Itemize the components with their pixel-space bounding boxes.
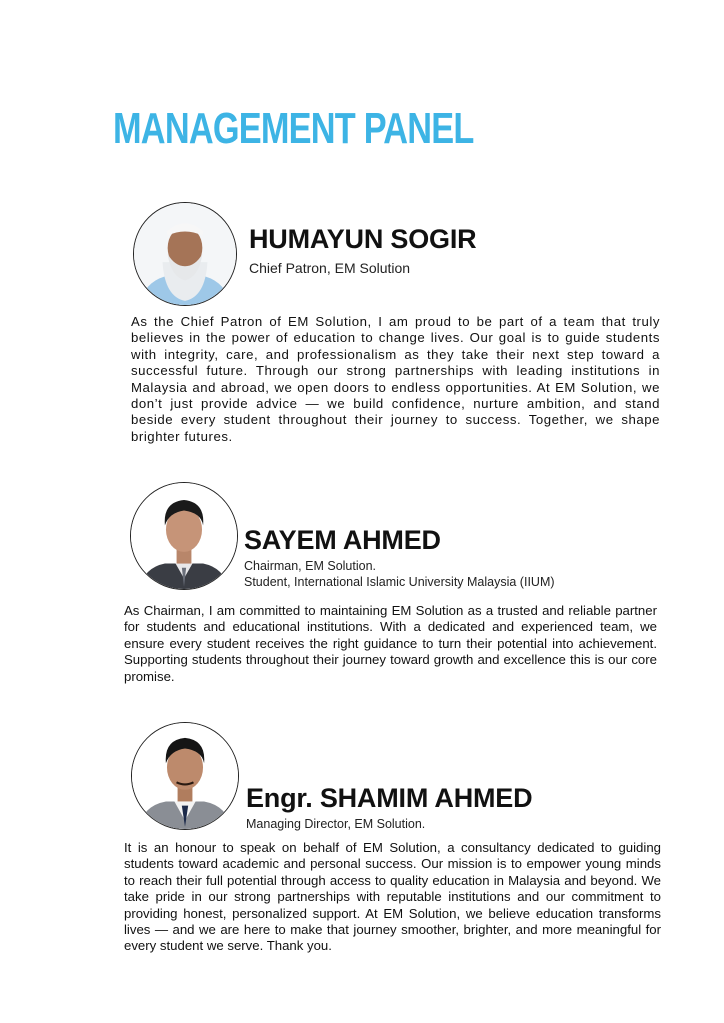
member-name: SAYEM AHMED bbox=[244, 525, 441, 555]
portrait-photo bbox=[132, 723, 238, 829]
member-affiliation: Student, International Islamic University Malaysia (IIUM) bbox=[244, 575, 555, 589]
member-name: HUMAYUN SOGIR bbox=[249, 224, 477, 254]
member-name: Engr. SHAMIM AHMED bbox=[246, 783, 533, 813]
member-role: Chairman, EM Solution. bbox=[244, 559, 377, 573]
portrait-photo bbox=[134, 203, 236, 305]
member-bio: As the Chief Patron of EM Solution, I am proud to be part of a team that truly believes in the power of education to change lives. Our goal is to guide students with integrity, care, and professionalism as they take their next step toward a successful future. Through our strong partnerships with leading institutions in Malaysia and abroad, we open doors to endless opportunities. At EM Solution, we don’t just provide advice — we build confidence, nurture ambition, and stand beside every student throughout their journey to success. Together, we shape brighter futures. bbox=[131, 314, 660, 444]
member-role: Managing Director, EM Solution. bbox=[246, 817, 426, 831]
portrait-photo bbox=[131, 483, 237, 589]
page-title: MANAGEMENT PANEL bbox=[113, 104, 474, 153]
member-bio: As Chairman, I am committed to maintaining EM Solution as a trusted and reliable partner for students and educational institutions. With a dedicated and experienced team, we ensure every student receives the right guidance to turn their potential into achievement. Supporting students throughout their journey toward growth and excellence this is our core promise. bbox=[124, 603, 657, 684]
member-bio: It is an honour to speak on behalf of EM Solution, a consultancy dedicated to guiding students toward academic and personal success. Our mission is to empower young minds to reach their full potential through access to quality education in Malaysia and beyond. We take pride in our strong partnerships with reputable institutions and our commitment to providing honest, personalized support. At EM Solution, we believe education transforms lives — and we are here to make that journey smoother, brighter, and more meaningful for every student we serve. Thank you. bbox=[124, 840, 661, 954]
avatar-shamim-ahmed bbox=[131, 722, 239, 830]
avatar-humayun-sogir bbox=[133, 202, 237, 306]
member-role: Chief Patron, EM Solution bbox=[249, 260, 411, 276]
avatar-sayem-ahmed bbox=[130, 482, 238, 590]
